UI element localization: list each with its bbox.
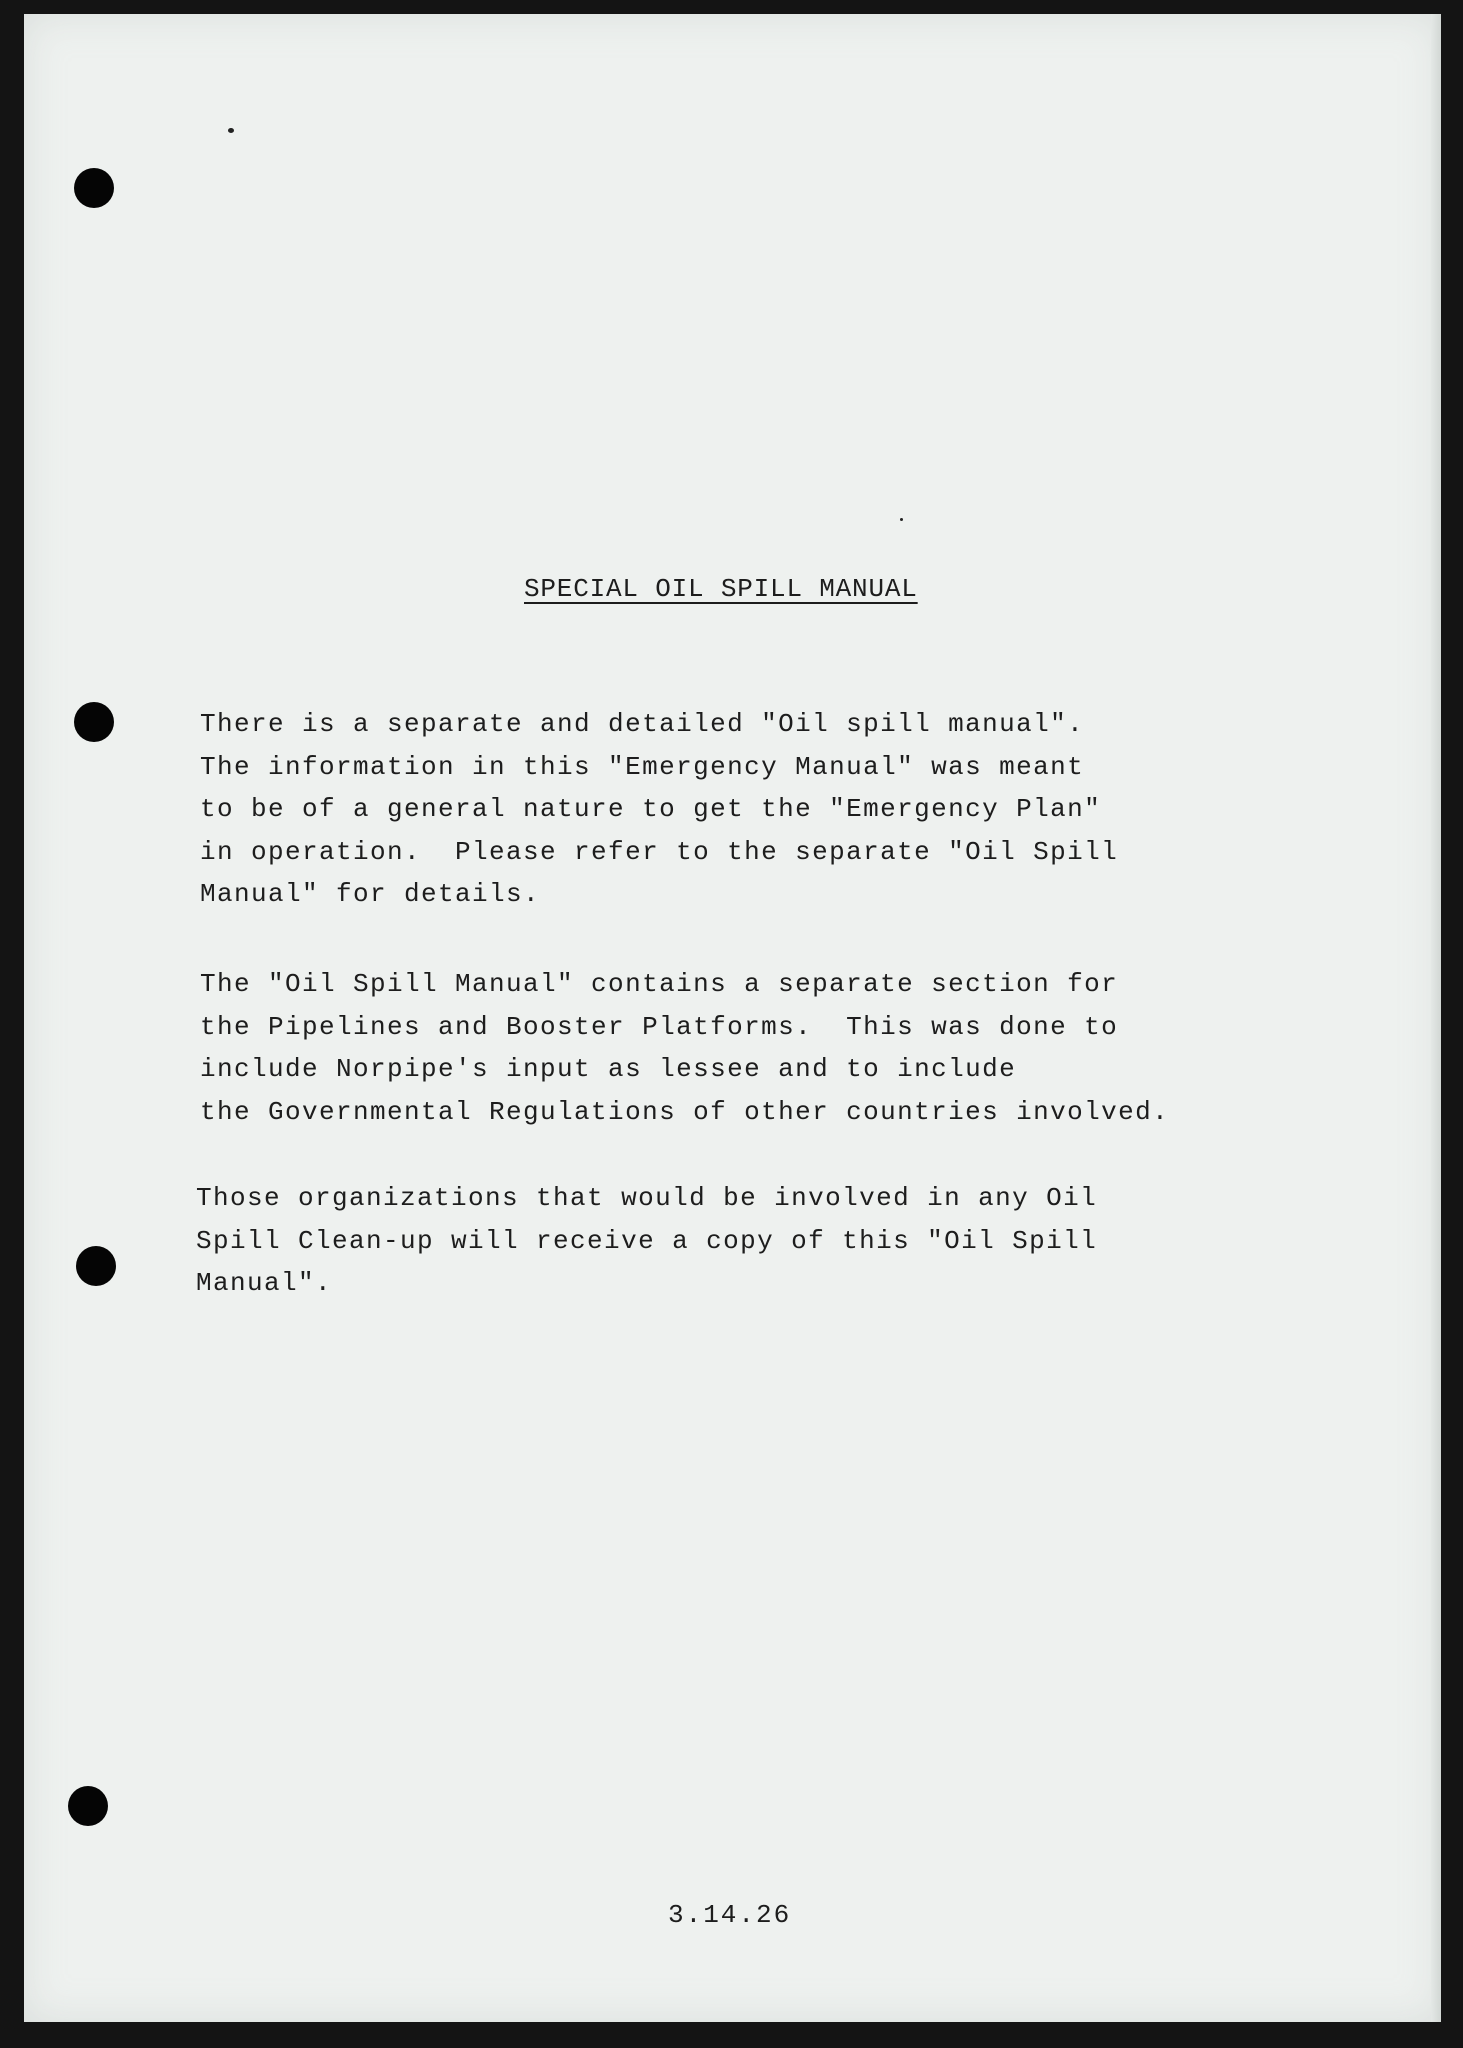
paragraph-line: the Governmental Regulations of other countries involved. <box>200 1096 1170 1127</box>
punch-hole-icon <box>74 702 114 742</box>
paragraph-1 <box>200 703 1118 916</box>
paragraph-line: in operation. Please refer to the separate "Oil Spill <box>200 836 1119 867</box>
paragraph-line: Those organizations that would be involved in any Oil <box>196 1183 1098 1213</box>
paper-sheet <box>24 14 1441 2022</box>
paragraph-line: the Pipelines and Booster Platforms. This was done to <box>200 1011 1119 1042</box>
paragraph-line: Manual" for details. <box>200 879 541 909</box>
paragraph-line: Spill Clean-up will receive a copy of this "Oil Spill <box>196 1225 1098 1256</box>
punch-hole-icon <box>76 1246 116 1286</box>
punch-hole-icon <box>68 1786 108 1826</box>
paper-edge <box>1431 14 1441 2022</box>
page-title: SPECIAL OIL SPILL MANUAL <box>524 574 918 604</box>
paragraph-line: The "Oil Spill Manual" contains a separate section for <box>200 969 1119 999</box>
paragraph-line: The information in this "Emergency Manual" was meant <box>200 751 1085 782</box>
ink-speck <box>900 518 903 521</box>
paragraph-3 <box>196 1177 1097 1305</box>
paragraph-line: Manual". <box>196 1268 333 1298</box>
paragraph-line: include Norpipe's input as lessee and to include <box>200 1054 1017 1084</box>
paragraph-line: to be of a general nature to get the "Emergency Plan" <box>200 794 1102 824</box>
punch-hole-icon <box>74 168 114 208</box>
paragraph-line: There is a separate and detailed "Oil spill manual". <box>200 709 1085 739</box>
ink-speck <box>228 128 234 133</box>
page-number: 3.14.26 <box>668 1900 792 1930</box>
paragraph-2 <box>200 963 1169 1133</box>
